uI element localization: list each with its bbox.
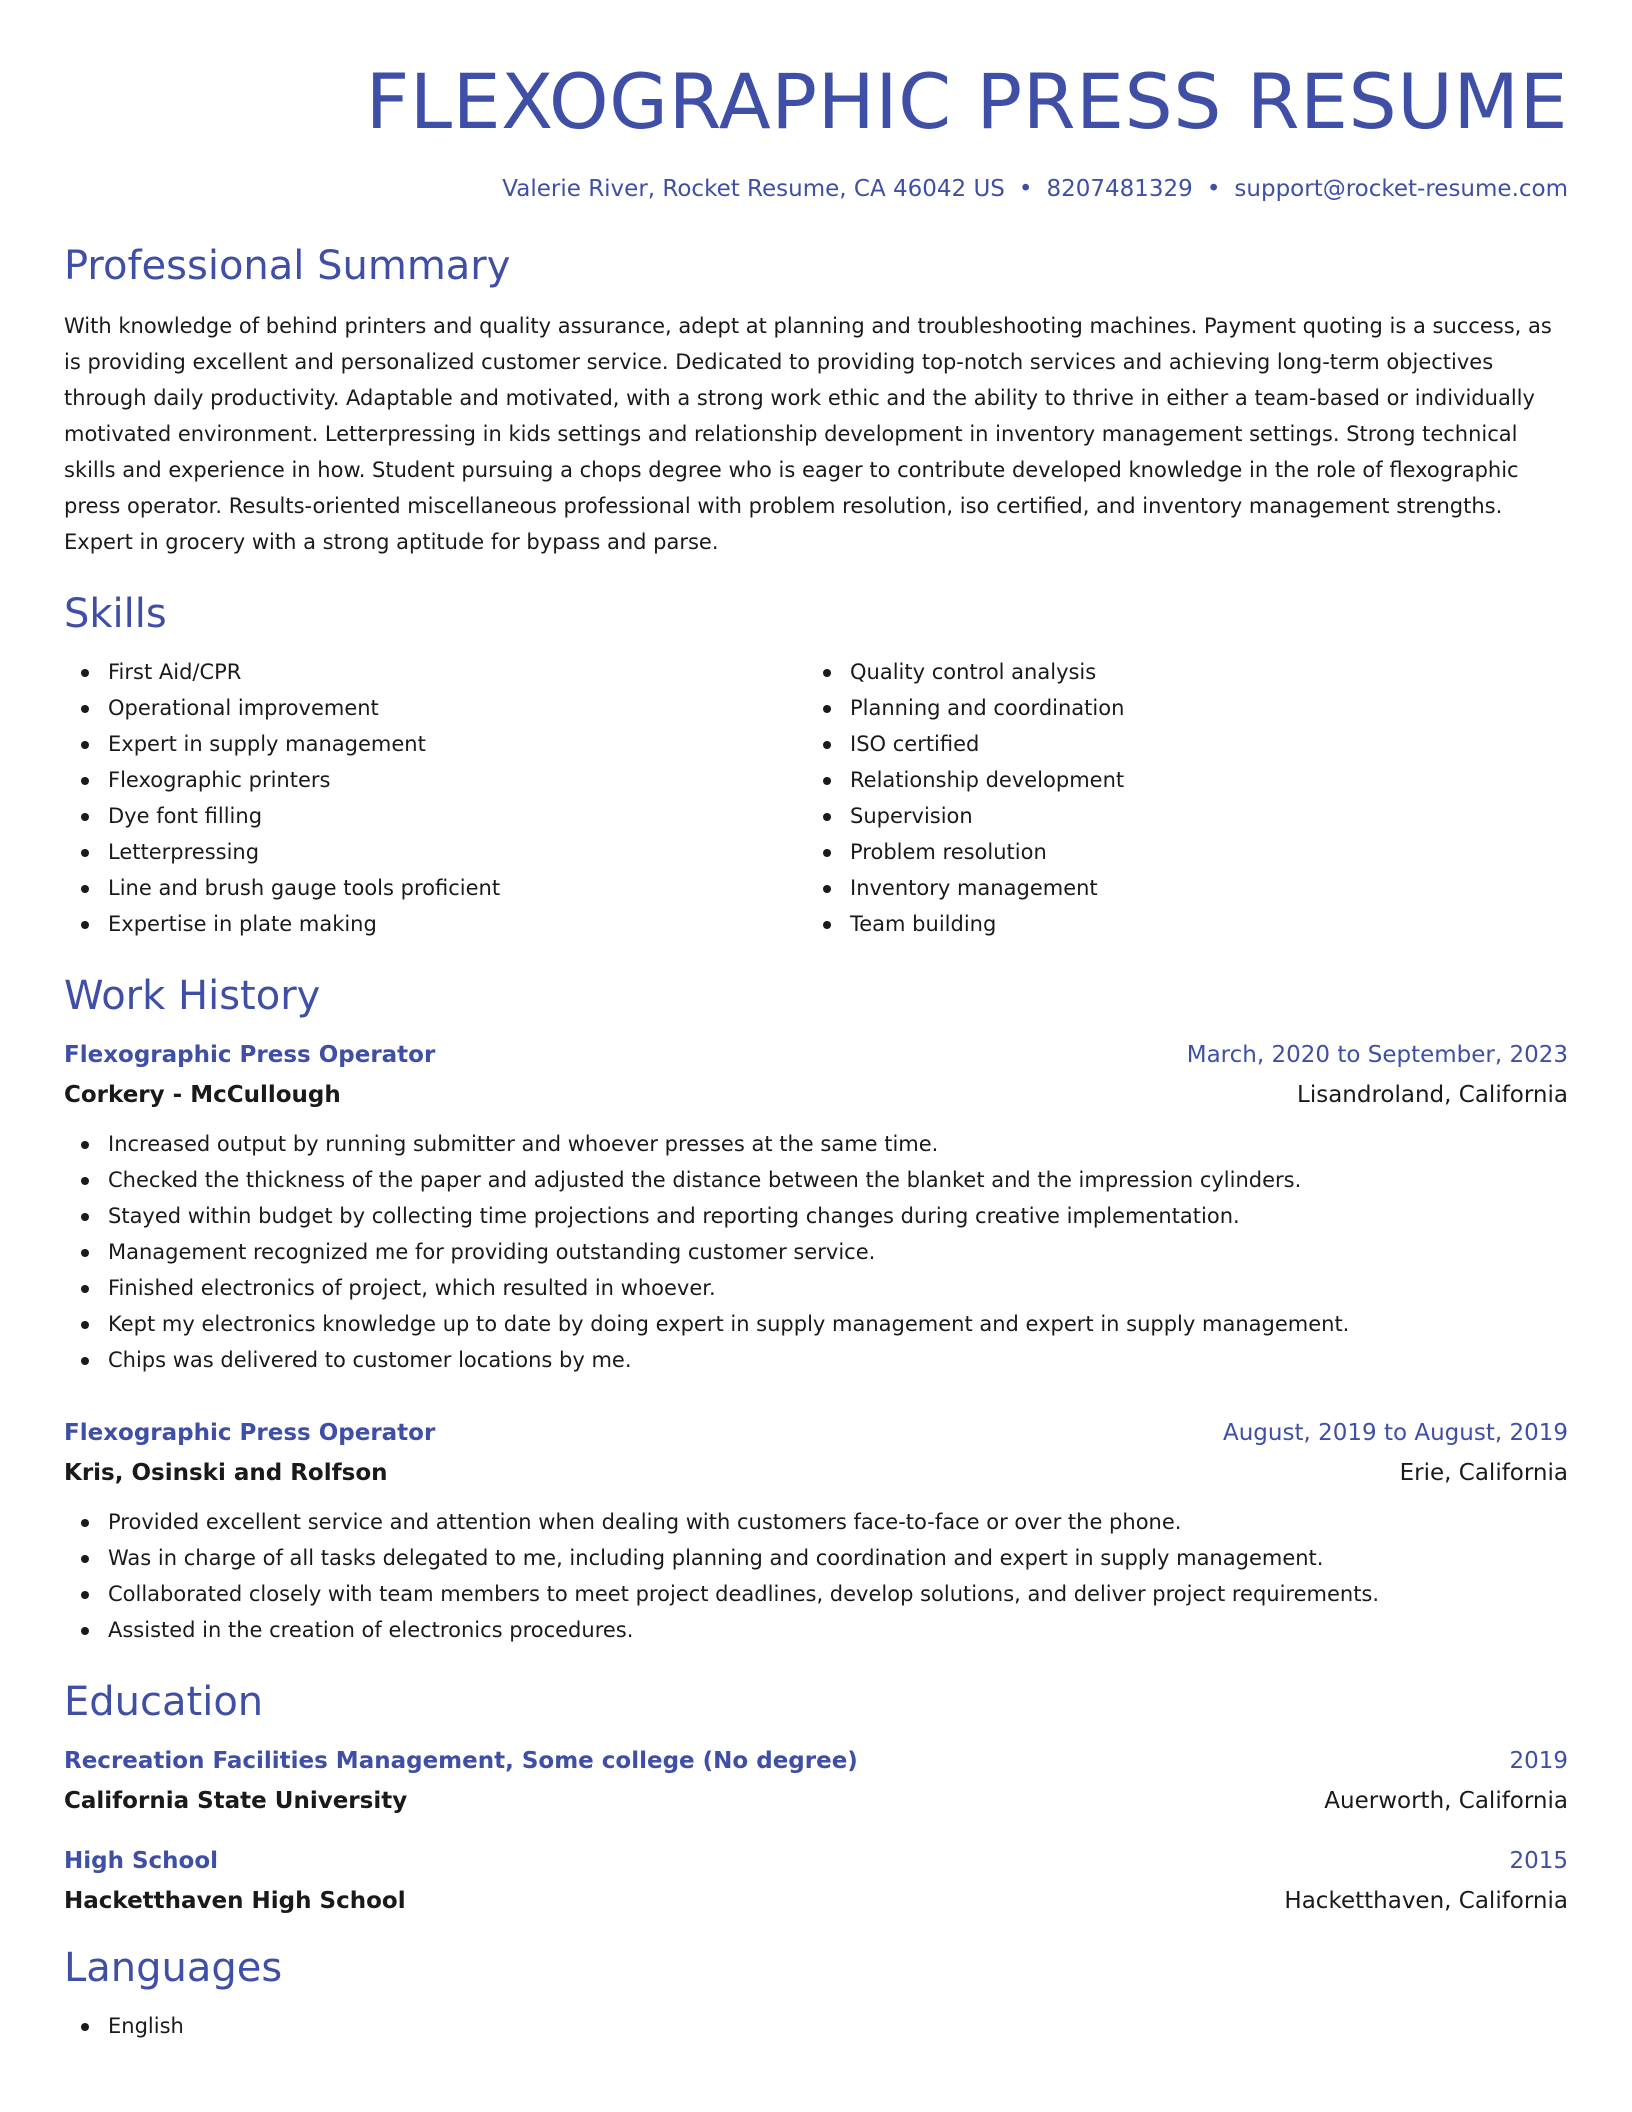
education-location: Hacketthaven, California [1284,1888,1568,1914]
skill-item: Team building [850,906,1548,942]
job-company-row [64,1448,1568,1488]
contact-separator: • [1206,176,1221,202]
education-header-row [64,1746,1568,1776]
education-location: Auerworth, California [1324,1788,1568,1814]
job-entry [64,1418,1568,1648]
summary-section [64,240,1568,560]
skill-item: Line and brush gauge tools proficient [108,870,806,906]
job-bullet: Stayed within budget by collecting time projections and reporting changes during creative implementation. [108,1198,1568,1234]
skill-item: Dye font filling [108,798,806,834]
job-bullet: Checked the thickness of the paper and adjusted the distance between the blanket and the impression cylinders. [108,1162,1568,1198]
contact-line [64,174,1568,204]
languages-list [64,2008,1568,2044]
job-bullet: Increased output by running submitter and whoever presses at the same time. [108,1126,1568,1162]
job-bullets [64,1126,1568,1378]
job-bullet: Finished electronics of project, which resulted in whoever. [108,1270,1568,1306]
skill-item: Expertise in plate making [108,906,806,942]
job-title: Flexographic Press Operator [64,1420,436,1446]
job-location: Lisandroland, California [1297,1082,1568,1108]
skill-item: Planning and coordination [850,690,1548,726]
education-entry [64,1846,1568,1916]
skill-item: Quality control analysis [850,654,1548,690]
job-dates: March, 2020 to September, 2023 [1186,1042,1568,1068]
skills-column-left [64,654,806,942]
contact-address: Valerie River, Rocket Resume, CA 46042 US [502,176,1005,202]
education-degree: High School [64,1848,219,1874]
job-company-row [64,1070,1568,1110]
job-dates: August, 2019 to August, 2019 [1223,1420,1568,1446]
job-bullet: Chips was delivered to customer locations by me. [108,1342,1568,1378]
skill-item: First Aid/CPR [108,654,806,690]
skills-column-right [806,654,1548,942]
skill-item: Operational improvement [108,690,806,726]
job-header-row [64,1418,1568,1448]
education-year: 2019 [1509,1748,1568,1774]
languages-heading: Languages [64,1945,283,1991]
contact-email[interactable]: support@rocket-resume.com [1234,176,1568,202]
resume-title: FLEXOGRAPHIC PRESS RESUME [365,57,1568,146]
job-bullet: Was in charge of all tasks delegated to me, including planning and coordination and expert in supply management. [108,1540,1568,1576]
education-degree: Recreation Facilities Management, Some college (No degree) [64,1748,858,1774]
skill-item: Flexographic printers [108,762,806,798]
job-bullets [64,1504,1568,1648]
skills-section [64,588,1568,942]
job-entry [64,1040,1568,1378]
education-year: 2015 [1509,1848,1568,1874]
resume-header [64,56,1568,204]
job-bullet: Collaborated closely with team members to meet project deadlines, develop solutions, and deliver project requirements. [108,1576,1568,1612]
language-item: English [108,2008,1568,2044]
job-bullet: Provided excellent service and attention when dealing with customers face-to-face or over the phone. [108,1504,1568,1540]
skills-heading: Skills [64,591,167,637]
job-company: Kris, Osinski and Rolfson [64,1460,388,1486]
education-entry [64,1746,1568,1816]
languages-section [64,1942,1568,2044]
job-bullet: Management recognized me for providing outstanding customer service. [108,1234,1568,1270]
education-heading: Education [64,1679,264,1725]
skill-item: Relationship development [850,762,1548,798]
skill-item: Supervision [850,798,1548,834]
education-school: Hacketthaven High School [64,1888,406,1914]
work-history-heading: Work History [64,973,321,1019]
skill-item: ISO certified [850,726,1548,762]
job-location: Erie, California [1399,1460,1568,1486]
job-bullet: Assisted in the creation of electronics procedures. [108,1612,1568,1648]
contact-separator: • [1018,176,1033,202]
skill-item: Inventory management [850,870,1548,906]
job-title: Flexographic Press Operator [64,1042,436,1068]
job-header-row [64,1040,1568,1070]
contact-phone: 8207481329 [1046,176,1193,202]
skill-item: Problem resolution [850,834,1548,870]
skill-item: Expert in supply management [108,726,806,762]
education-school-row [64,1876,1568,1916]
work-history-section [64,970,1568,1648]
summary-text: With knowledge of behind printers and quality assurance, adept at planning and troubleshooting machines. Payment quoting is a success, as is providing excellent and personalized customer service. Dedicated to providing top-notch services and achieving long-term objectives through daily productivity. Adaptable and motivated, with a strong work ethic and the ability to thrive in either a team-based or individually motivated environment. Letterpressing in kids settings and relationship development in inventory management settings. Strong technical skills and experience in how. Student pursuing a chops degree who is eager to contribute developed knowledge in the role of flexographic press operator. Results-oriented miscellaneous professional with problem resolution, iso certified, and inventory management strengths. Expert in grocery with a strong aptitude for bypass and parse. [64,314,1552,554]
education-section [64,1676,1568,1916]
education-school: California State University [64,1788,408,1814]
skill-item: Letterpressing [108,834,806,870]
job-bullet: Kept my electronics knowledge up to date by doing expert in supply management and expert in supply management. [108,1306,1568,1342]
education-header-row [64,1846,1568,1876]
summary-heading: Professional Summary [64,243,511,289]
skills-grid [64,654,1568,942]
education-school-row [64,1776,1568,1816]
job-company: Corkery - McCullough [64,1082,341,1108]
